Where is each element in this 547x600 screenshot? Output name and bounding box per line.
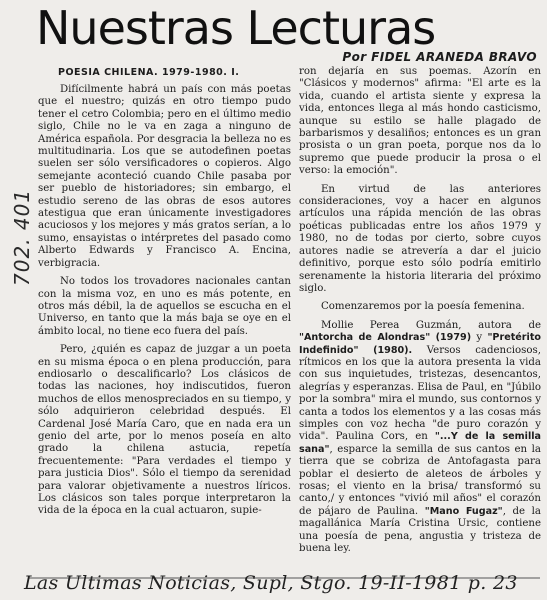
column-title: Nuestras Lecturas <box>36 1 436 55</box>
paragraph: Pero, ¿quién es capaz de juzgar a un poeta en su misma época o en plena producción, para endiosarlo o descalificarlo? Los clásicos de todas las naciones, hoy indiscutidos, fueron muchos de ellos menospreciados en su tiempo, y sólo adquirieron celebridad después. El Cardenal José María Caro, que en nada era un genio del arte, por lo menos poseía en alto grado la chilena astucia, repetía frecuentemente: "Para verdades el tiempo y para justicia Dios". Sólo el tiempo da serenidad para valorar objetivamente a nuestros líricos. Los clásicos son tales porque interpretaron la vida de la época en la cual actuaron, supie- <box>38 344 291 517</box>
text-run: , esparce la semilla de sus cantos en la tierra que se cobriza de Antofagasta para poblar el desierto de aleteos de árboles y rosas; el viento en la brisa/ transformó su canto,/ y entonces "vivió mil años" el corazón de pájaro de Paulina. <box>299 443 541 517</box>
text-run: Versos cadenciosos, rítmicos en los que la autora presenta la vida con sus inquietudes, tristezas, desencantos, alegrías y esperanzas. Elisa de Paul, en "Júbilo por la sombra" mira el mundo, sus contornos y canta a todos los elementos y a las cosas más simples con voz hecha "de puro corazón y vida". Paulina Cors, en <box>299 344 541 443</box>
paragraph: No todos los trovadores nacionales cantan con la misma voz, en uno es más potente, en otros más débil, la de aquellos se escucha en el Universo, en tanto que la más baja se oye en el ámbito local, no tiene eco fuera del país. <box>38 276 291 337</box>
book-title: "Pretérito Indefinido" (1980). <box>299 332 541 356</box>
text-run: y <box>471 332 488 344</box>
book-title: "Antorcha de Alondras" (1979) <box>299 332 472 344</box>
paragraph-with-titles <box>299 320 541 556</box>
text-column-right <box>299 66 541 578</box>
section-heading: POESIA CHILENA. 1979-1980. I. <box>58 67 240 78</box>
paragraph: ron dejaría en sus poemas. Azorín en "Clásicos y modernos" afirma: "El arte es la vida, cuando el artista siente y expresa la vida, entonces llega al más hondo casticismo, aunque su estilo se halle plagado de barbarismos y desaliños; entonces es un gran prosista o un gran poeta, porque nos da lo supremo que puede producir la prosa o el verso: la emoción". <box>299 66 541 177</box>
paragraph: En virtud de las anteriores consideraciones, voy a hacer en algunos artículos una rápida mención de las obras poéticas publicadas entre los años 1979 y 1980, no de todas por cierto, sobre cuyos autores nadie se atrevería a dar el juicio definitivo, porque esto sólo podría emitirlo serenamente la historia literaria del próximo siglo. <box>299 183 541 294</box>
paragraph: Comenzaremos por la poesía femenina. <box>321 301 525 313</box>
author-byline: Por FIDEL ARANEDA BRAVO <box>342 50 537 64</box>
book-title: "Mano Fugaz" <box>424 505 503 517</box>
text-column-left <box>38 84 291 577</box>
handwritten-source-note: Las Ultimas Noticias, Supl, Stgo. 19-II-1981 p. 23 <box>24 572 518 594</box>
handwritten-margin-note <box>4 150 34 300</box>
text-run: Mollie Perea Guzmán, autora de <box>321 319 541 331</box>
margin-note-text: 702. 401 <box>10 188 34 286</box>
text-run: , de la magallánica María Cristina Ursic, contiene una poesía de pena, angustia y tristeza de buena ley. <box>299 505 541 555</box>
book-title: "...Y de la semilla sana" <box>299 431 541 455</box>
paragraph: Difícilmente habrá un país con más poetas que el nuestro; quizás en otro tiempo pudo tener el cetro Colombia; pero en el último medio siglo, Chile no le va en zaga a ninguno de América española. Por desgracia la belleza no es multitudinaria. Los que se autodefinen poetas suelen ser sólo versificadores o copieros. Algo semejante aconteció cuando Chile pasaba por ser pueblo de historiadores; sin embargo, el estudio sereno de las obras de esos autores atestigua que eran únicamente investigadores acuciosos y los mejores y más gratos serían, a lo sumo, ensayistas o intérpretes del pasado como Alberto Edwards y Francisco A. Encina, verbigracia. <box>38 84 291 269</box>
